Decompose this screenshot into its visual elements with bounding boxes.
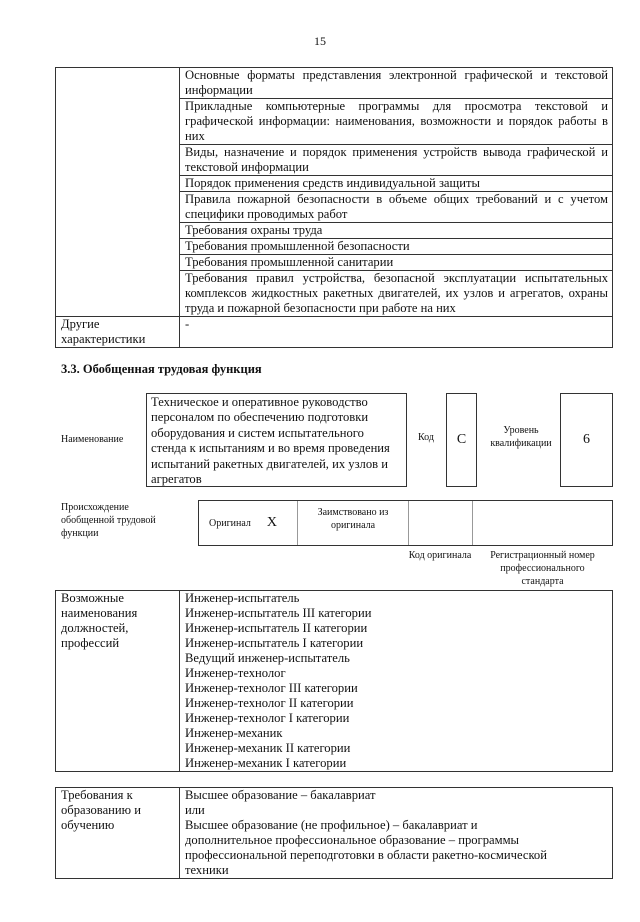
table-cell: Порядок применения средств индивидуальной защиты	[180, 176, 613, 192]
education-text	[180, 788, 613, 879]
list-item: Инженер-испытатель I категории	[185, 636, 364, 650]
education-table	[55, 787, 613, 879]
original-mark: X	[266, 515, 278, 530]
original-label: Оригинал	[209, 517, 251, 529]
reg-number-caption: Регистрационный номер профессионального стандарта	[490, 550, 595, 587]
other-label: Другие характеристики	[56, 317, 180, 348]
origin-box	[198, 500, 613, 546]
other-value: -	[180, 317, 613, 348]
row-label	[56, 68, 180, 317]
code-original-caption: Код оригинала	[408, 550, 472, 561]
table-row	[56, 788, 613, 879]
list-item: Инженер-испытатель	[185, 591, 300, 605]
table-row	[56, 317, 613, 348]
list-item: Инженер-испытатель II категории	[185, 621, 368, 635]
list-item: Ведущий инженер-испытатель	[185, 651, 350, 665]
reg-number-cell	[473, 501, 612, 545]
name-label: Наименование	[61, 434, 124, 445]
positions-label: Возможные наименования должностей, профессий	[56, 591, 180, 772]
page-number: 15	[314, 34, 326, 48]
education-label: Требования к образованию и обучению	[56, 788, 180, 879]
borrowed-label: Заимствовано из оригинала	[317, 507, 389, 531]
list-item: Инженер-механик I категории	[185, 756, 347, 770]
table-cell: Требования промышленной безопасности	[180, 239, 613, 255]
knowledge-table	[55, 67, 613, 348]
code-label: Код	[418, 432, 434, 443]
level-label: Уровень квалификации	[490, 425, 552, 449]
list-item: Инженер-механик	[185, 726, 283, 740]
table-cell: Прикладные компьютерные программы для просмотра текстовой и графической информации: наименования, возможности и порядок работы в них	[180, 99, 613, 145]
table-cell: Правила пожарной безопасности в объеме общих требований и с учетом специфики проводимых работ	[180, 192, 613, 223]
table-cell: Основные форматы представления электронной графической и текстовой информации	[180, 68, 613, 99]
code-value: C	[446, 393, 477, 487]
table-cell: Виды, назначение и порядок применения устройств вывода графической и текстовой информации	[180, 145, 613, 176]
table-row	[56, 591, 613, 772]
education-line: или	[185, 803, 205, 817]
code-original-cell	[409, 501, 473, 545]
origin-label: Происхождение обобщенной трудовой функции	[61, 502, 156, 539]
level-value: 6	[560, 393, 613, 487]
table-cell: Требования охраны труда	[180, 223, 613, 239]
table-cell: Требования правил устройства, безопасной эксплуатации испытательных комплексов жидкостных ракетных двигателей, их узлов и агрегатов, охраны труда и пожарной безопасности при работе на них	[180, 271, 613, 317]
positions-list	[180, 591, 613, 772]
table-cell: Требования промышленной санитарии	[180, 255, 613, 271]
list-item: Инженер-механик II категории	[185, 741, 351, 755]
list-item: Инженер-технолог	[185, 666, 286, 680]
table-row	[56, 68, 613, 99]
list-item: Инженер-технолог III категории	[185, 681, 358, 695]
education-line: Высшее образование – бакалавриат	[185, 788, 376, 802]
list-item: Инженер-технолог II категории	[185, 696, 354, 710]
section-heading: 3.3. Обобщенная трудовая функция	[61, 362, 262, 376]
list-item: Инженер-испытатель III категории	[185, 606, 372, 620]
list-item: Инженер-технолог I категории	[185, 711, 350, 725]
education-line: Высшее образование (не профильное) – бакалавриат и дополнительное профессиональное образование – программы профессиональной переподготовки в области ракетно-космической техники	[185, 818, 547, 877]
name-value: Техническое и оперативное руководство персоналом по обеспечению подготовки оборудования и систем испытательного стенда к испытаниям и во время проведения испытаний ракетных двигателей, их узлов и агрегатов	[146, 393, 407, 487]
positions-table	[55, 590, 613, 772]
